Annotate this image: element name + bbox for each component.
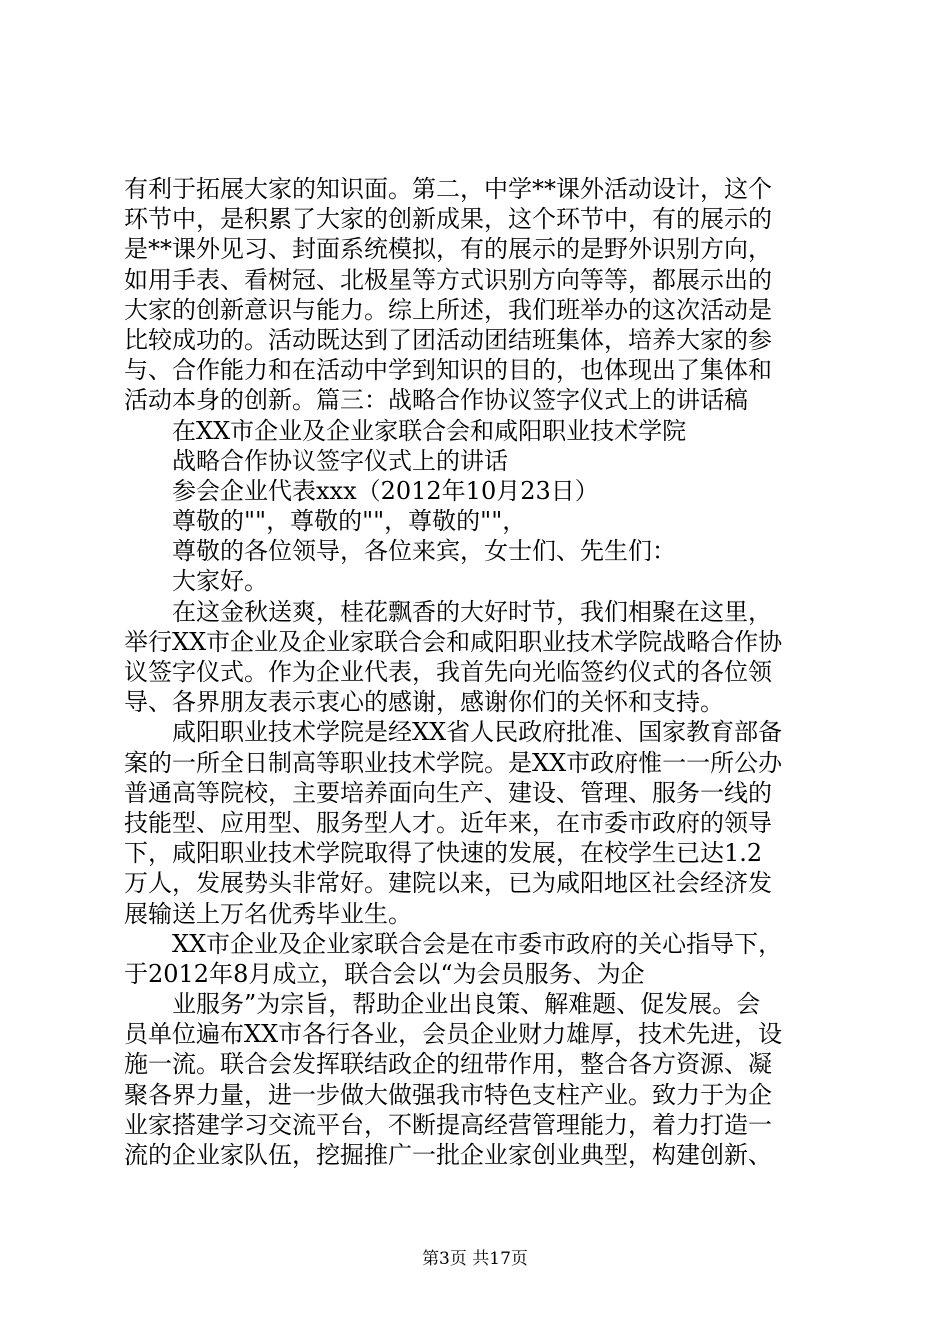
text-line: 环节中，是积累了大家的创新成果，这个环节中，有的展示的 bbox=[124, 205, 772, 234]
text-line: 在XX市企业及企业家联合会和咸阳职业技术学院 bbox=[172, 416, 687, 445]
text-line: 议签字仪式。作为企业代表，我首先向光临签约仪式的各位领 bbox=[124, 658, 772, 686]
text-line: 尊敬的""，尊敬的""，尊敬的""， bbox=[172, 507, 527, 536]
body-text bbox=[124, 174, 830, 1170]
text-line: 聚各界力量，进一步做大做强我市特色支柱产业。致力于为企 bbox=[124, 1080, 772, 1109]
text-line: 举行XX市企业及企业家联合会和咸阳职业技术学院战略合作协 bbox=[124, 627, 783, 656]
text-line: 如用手表、看树冠、北极星等方式识别方向等等，都展示出的 bbox=[124, 265, 772, 294]
text-line: 施一流。联合会发挥联结政企的纽带作用，整合各方资源、凝 bbox=[124, 1050, 772, 1079]
page-footer: 第3页 共17页 bbox=[422, 1249, 528, 1269]
text-line: 有利于拓展大家的知识面。第二，中学**课外活动设计，这个 bbox=[124, 175, 772, 203]
text-line: 战略合作协议签字仪式上的讲话 bbox=[172, 446, 508, 475]
text-line: 在这金秋送爽，桂花飘香的大好时节，我们相聚在这里， bbox=[172, 597, 772, 626]
text-line: 案的一所全日制高等职业技术学院。是XX市政府惟一一所公办 bbox=[124, 748, 783, 777]
text-line: 业家搭建学习交流平台，不断提高经营管理能力，着力打造一 bbox=[124, 1110, 772, 1139]
text-line: 活动本身的创新。篇三：战略合作协议签字仪式上的讲话稿 bbox=[124, 386, 748, 415]
text-line: 导、各界朋友表示衷心的感谢，感谢你们的关怀和支持。 bbox=[124, 688, 724, 717]
text-line: 员单位遍布XX市各行各业，会员企业财力雄厚，技术先进，设 bbox=[124, 1020, 783, 1049]
text-line: 咸阳职业技术学院是经XX省人民政府批准、国家教育部备 bbox=[172, 718, 783, 747]
text-line: 是**课外见习、封面系统模拟，有的展示的是野外识别方向， bbox=[124, 235, 772, 264]
text-line: 尊敬的各位领导，各位来宾，女士们、先生们： bbox=[172, 537, 676, 566]
text-line: 流的企业家队伍，挖掘推广一批企业家创业典型，构建创新、 bbox=[124, 1141, 772, 1169]
text-line: 比较成功的。活动既达到了团活动团结班集体，培养大家的参 bbox=[124, 325, 772, 354]
text-line: 参会企业代表xxx（2012年10月23日） bbox=[172, 476, 599, 505]
text-line: 大家的创新意识与能力。综上所述，我们班举办的这次活动是 bbox=[124, 295, 772, 324]
text-line: 业服务”为宗旨，帮助企业出良策、解难题、促发展。会 bbox=[172, 990, 761, 1019]
text-line: XX市企业及企业家联合会是在市委市政府的关心指导下， bbox=[172, 929, 783, 958]
text-line: 技能型、应用型、服务型人才。近年来，在市委市政府的领导 bbox=[124, 808, 772, 837]
text-line: 大家好。 bbox=[172, 567, 268, 596]
text-line: 展输送上万名优秀毕业生。 bbox=[124, 899, 412, 928]
text-line: 于2012年8月成立，联合会以“为会员服务、为企 bbox=[124, 959, 645, 988]
text-line: 下，咸阳职业技术学院取得了快速的发展，在校学生已达1.2 bbox=[124, 839, 763, 868]
text-line: 万人，发展势头非常好。建院以来，已为咸阳地区社会经济发 bbox=[124, 869, 772, 898]
text-line: 普通高等院校，主要培养面向生产、建设、管理、服务一线的 bbox=[124, 778, 772, 807]
text-line: 与、合作能力和在活动中学到知识的目的，也体现出了集体和 bbox=[124, 356, 772, 385]
